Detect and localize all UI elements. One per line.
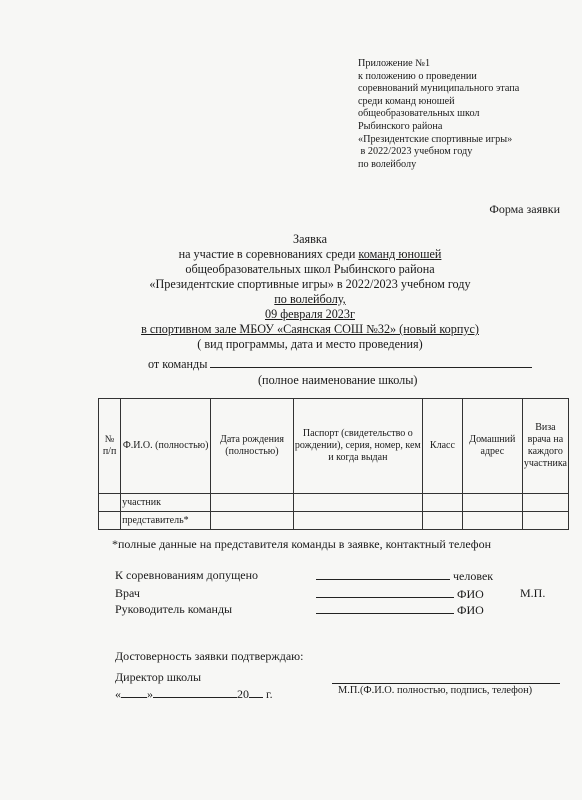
participants-table (98, 398, 569, 530)
table-cell[interactable] (462, 494, 522, 512)
director-stamp-caption: М.П.(Ф.И.О. полностью, подпись, телефон) (338, 685, 533, 696)
title-line-3: «Президентские спортивные игры» в 2022/2023 учебном году (149, 277, 471, 291)
table-row (99, 494, 569, 512)
title-line-4: по волейболу, (274, 292, 346, 306)
table-cell[interactable] (293, 512, 422, 530)
table-cell[interactable]: представитель* (121, 512, 211, 530)
annex-line: «Президентские спортивные игры» (358, 133, 513, 145)
table-row (99, 512, 569, 530)
annex-note (358, 58, 519, 171)
title-line-1-underlined: команд юношей (358, 247, 442, 261)
table-cell[interactable] (522, 494, 568, 512)
date-line (115, 686, 273, 702)
col-class: Класс (422, 399, 462, 494)
doctor-signature-field[interactable] (316, 586, 454, 598)
title-line-6: в спортивном зале МБОУ «Саянская СОШ №32» (новый корпус) (141, 322, 479, 336)
title-line-7: ( вид программы, дата и место проведения) (197, 337, 423, 351)
date-close-quote: » (147, 687, 153, 701)
day-field[interactable] (121, 686, 147, 698)
date-open-quote: « (115, 687, 121, 701)
table-cell[interactable] (211, 512, 294, 530)
table-cell[interactable] (462, 512, 522, 530)
doctor-label: Врач (115, 586, 140, 600)
year-suffix: г. (263, 687, 273, 701)
col-doctor-visa: Виза врача на каждого участника (522, 399, 568, 494)
title-line-2: общеобразовательных школ Рыбинского района (185, 262, 435, 276)
leader-signature (316, 602, 484, 618)
title-line-5: 09 февраля 2023г (264, 307, 355, 321)
table-cell[interactable] (522, 512, 568, 530)
doctor-stamp: М.П. (520, 586, 546, 600)
table-header-row (99, 399, 569, 494)
annex-line: к положению о проведении (358, 70, 477, 82)
annex-line: в 2022/2023 учебном году (358, 146, 473, 158)
annex-line: Приложение №1 (358, 58, 431, 69)
year-prefix: 20 (237, 687, 249, 701)
team-name-field[interactable] (210, 355, 532, 368)
table-cell[interactable] (293, 494, 422, 512)
table-cell[interactable] (422, 512, 462, 530)
confirm-text: Достоверность заявки подтверждаю: (115, 649, 304, 663)
school-name-hint: (полное наименование школы) (258, 373, 418, 387)
annex-line: среди команд юношей (358, 95, 455, 107)
annex-line: Рыбинского района (358, 120, 443, 132)
admitted-count (316, 568, 493, 584)
director-signature-line[interactable] (332, 683, 560, 684)
admitted-count-field[interactable] (316, 568, 450, 580)
title-line-1 (60, 247, 560, 262)
table-cell[interactable] (99, 512, 121, 530)
col-home-address: Домашний адрес (462, 399, 522, 494)
annex-line: общеобразовательных школ (358, 108, 480, 120)
doctor-signature (316, 586, 484, 602)
table-cell[interactable] (211, 494, 294, 512)
month-field[interactable] (153, 686, 237, 698)
leader-fio: ФИО (457, 603, 484, 617)
annex-line: соревнований муниципального этапа (358, 83, 520, 95)
application-title (60, 232, 560, 352)
leader-label: Руководитель команды (115, 602, 233, 616)
team-prefix: от команды (148, 357, 208, 371)
leader-signature-field[interactable] (316, 602, 454, 614)
director-label: Директор школы (115, 670, 202, 684)
year-field[interactable] (249, 686, 263, 698)
representative-footnote: *полные данные на представителя команды в заявке, контактный телефон (112, 537, 491, 551)
admitted-suffix: человек (453, 569, 494, 583)
doctor-fio: ФИО (457, 587, 484, 601)
table-cell[interactable]: участник (121, 494, 211, 512)
form-label: Форма заявки (489, 202, 560, 216)
table-cell[interactable] (422, 494, 462, 512)
title-line-1-prefix: на участие в соревнованиях среди (178, 247, 359, 261)
title-heading: Заявка (292, 232, 328, 246)
col-full-name: Ф.И.О. (полностью) (121, 399, 211, 494)
team-line (148, 355, 532, 372)
col-number: № п/п (99, 399, 121, 494)
table-cell[interactable] (99, 494, 121, 512)
col-birth-date: Дата рождения (полностью) (211, 399, 294, 494)
admitted-label: К соревнованиям допущено (115, 568, 259, 582)
col-passport: Паспорт (свидетельство о рождении), серия, номер, кем и когда выдан (293, 399, 422, 494)
annex-line: по волейболу (358, 158, 417, 170)
